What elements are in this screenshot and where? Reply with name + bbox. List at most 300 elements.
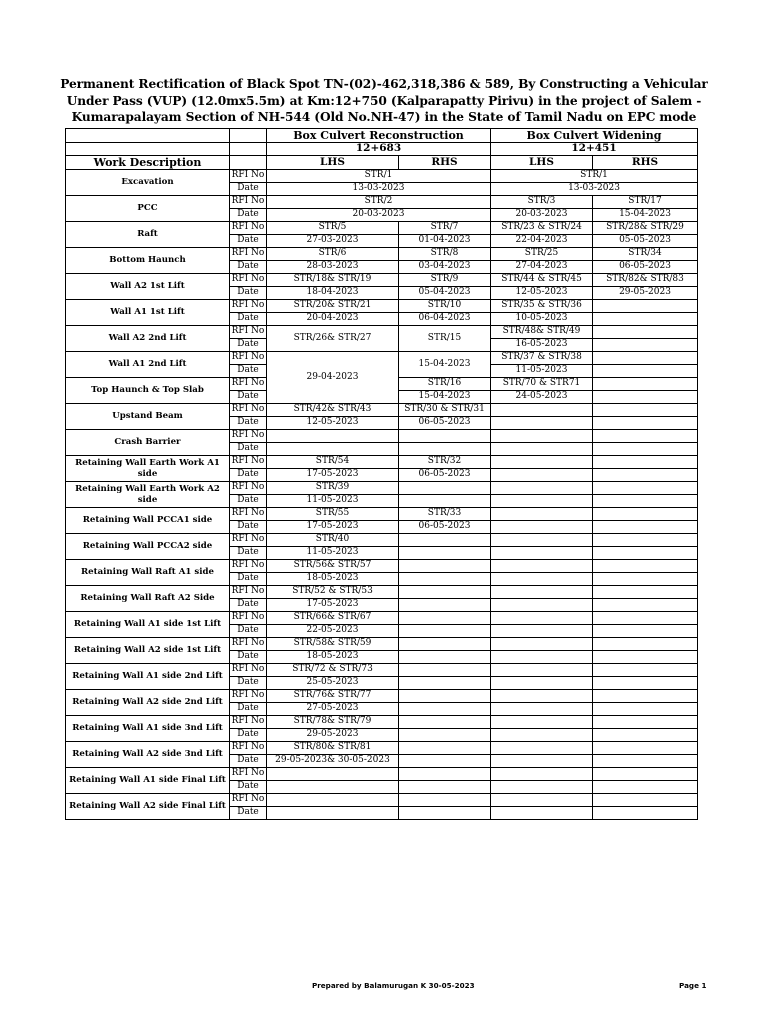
- rfi-value-cell: [593, 625, 698, 638]
- rfi-value-cell: [399, 573, 491, 586]
- rfi-value-cell: [491, 599, 593, 612]
- rfi-label: RFI No: [230, 300, 267, 313]
- rfi-value-cell: [491, 651, 593, 664]
- table-row: [66, 196, 698, 209]
- rfi-value-cell: 27-03-2023: [267, 235, 399, 248]
- rfi-value-cell: [593, 690, 698, 703]
- table-row: [66, 404, 698, 417]
- rfi-label: RFI No: [230, 586, 267, 599]
- rfi-value-cell: 11-05-2023: [267, 547, 399, 560]
- date-label: Date: [230, 547, 267, 560]
- rfi-value-cell: 18-05-2023: [267, 573, 399, 586]
- rfi-value-cell: STR/78& STR/79: [267, 716, 399, 729]
- rfi-value-cell: [593, 534, 698, 547]
- rfi-label: RFI No: [230, 274, 267, 287]
- rfi-value-cell: STR/5: [267, 222, 399, 235]
- rfi-value-cell: [593, 339, 698, 352]
- rfi-value-cell: [491, 560, 593, 573]
- date-label: Date: [230, 703, 267, 716]
- rfi-label: RFI No: [230, 352, 267, 365]
- rfi-value-cell: [399, 716, 491, 729]
- rfi-value-cell: [491, 508, 593, 521]
- header-blank: [66, 129, 230, 143]
- rfi-value-cell: [491, 703, 593, 716]
- rfi-value-cell: STR/48& STR/49: [491, 326, 593, 339]
- rfi-value-cell: [399, 625, 491, 638]
- rfi-value-cell: [593, 586, 698, 599]
- date-label: Date: [230, 183, 267, 196]
- rfi-value-cell: STR/66& STR/67: [267, 612, 399, 625]
- rfi-value-cell: [399, 690, 491, 703]
- work-item-name: Upstand Beam: [66, 404, 230, 430]
- work-item-name: Wall A2 1st Lift: [66, 274, 230, 300]
- rfi-value-cell: STR/32: [399, 456, 491, 469]
- rfi-value-cell: [593, 456, 698, 469]
- date-label: Date: [230, 209, 267, 222]
- rfi-value-cell: [491, 495, 593, 508]
- rfi-value-cell: [593, 794, 698, 807]
- date-label: Date: [230, 469, 267, 482]
- date-label: Date: [230, 781, 267, 794]
- rfi-value-cell: [399, 677, 491, 690]
- rfi-value-cell: STR/16: [399, 378, 491, 391]
- rfi-label: RFI No: [230, 378, 267, 391]
- table-row: [66, 248, 698, 261]
- rfi-value-cell: [399, 768, 491, 781]
- header-blank: [66, 143, 230, 156]
- rfi-status-table: [65, 128, 698, 820]
- rfi-value-cell: [399, 664, 491, 677]
- rfi-value-cell: 17-05-2023: [267, 469, 399, 482]
- table-row: [66, 742, 698, 755]
- rfi-label: RFI No: [230, 638, 267, 651]
- rfi-value-cell: [399, 482, 491, 495]
- rfi-value-cell: 12-05-2023: [491, 287, 593, 300]
- work-item-name: Retaining Wall A2 side 3nd Lift: [66, 742, 230, 768]
- rfi-value-cell: [491, 742, 593, 755]
- rfi-value-cell: [399, 755, 491, 768]
- rfi-value-cell: [593, 612, 698, 625]
- page-number: Page 1: [679, 981, 707, 990]
- header-widen-lhs: LHS: [491, 156, 593, 170]
- rfi-value-cell: STR/80& STR/81: [267, 742, 399, 755]
- rfi-value-cell: STR/82& STR/83: [593, 274, 698, 287]
- date-label: Date: [230, 521, 267, 534]
- header-row-3: [66, 156, 698, 170]
- work-item-name: Retaining Wall A1 side Final Lift: [66, 768, 230, 794]
- rfi-value-cell: [491, 586, 593, 599]
- rfi-value-cell: [267, 794, 399, 807]
- rfi-value-cell: [491, 612, 593, 625]
- header-recon-chainage: 12+683: [267, 143, 491, 156]
- rfi-value-cell: [593, 326, 698, 339]
- rfi-value-cell: 29-04-2023: [267, 352, 399, 404]
- rfi-value-cell: STR/20& STR/21: [267, 300, 399, 313]
- header-box-widening: Box Culvert Widening: [491, 129, 698, 143]
- rfi-value-cell: STR/30 & STR/31: [399, 404, 491, 417]
- rfi-value-cell: [593, 547, 698, 560]
- date-label: Date: [230, 235, 267, 248]
- rfi-label: RFI No: [230, 404, 267, 417]
- rfi-value-cell: [399, 547, 491, 560]
- date-label: Date: [230, 677, 267, 690]
- rfi-value-cell: [491, 664, 593, 677]
- date-label: Date: [230, 729, 267, 742]
- rfi-value-cell: [593, 703, 698, 716]
- rfi-label: RFI No: [230, 768, 267, 781]
- header-recon-rhs: RHS: [399, 156, 491, 170]
- rfi-value-cell: [267, 807, 399, 820]
- rfi-value-cell: 03-04-2023: [399, 261, 491, 274]
- rfi-value-cell: STR/15: [399, 326, 491, 352]
- table-row: [66, 612, 698, 625]
- work-item-name: Retaining Wall A1 side 2nd Lift: [66, 664, 230, 690]
- header-widen-rhs: RHS: [593, 156, 698, 170]
- table-row: [66, 456, 698, 469]
- work-item-name: Retaining Wall A2 side 2nd Lift: [66, 690, 230, 716]
- date-label: Date: [230, 807, 267, 820]
- rfi-value-cell: [491, 521, 593, 534]
- rfi-value-cell: 24-05-2023: [491, 391, 593, 404]
- rfi-value-cell: [491, 781, 593, 794]
- rfi-label: RFI No: [230, 716, 267, 729]
- rfi-value-cell: STR/39: [267, 482, 399, 495]
- rfi-value-cell: [593, 378, 698, 391]
- rfi-value-cell: [593, 677, 698, 690]
- rfi-value-cell: [593, 482, 698, 495]
- rfi-value-cell: STR/72 & STR/73: [267, 664, 399, 677]
- rfi-value-cell: STR/76& STR/77: [267, 690, 399, 703]
- rfi-value-cell: 13-03-2023: [491, 183, 698, 196]
- table-row: [66, 274, 698, 287]
- rfi-value-cell: [399, 703, 491, 716]
- rfi-value-cell: STR/8: [399, 248, 491, 261]
- rfi-value-cell: [593, 755, 698, 768]
- table-row: [66, 430, 698, 443]
- work-item-name: Retaining Wall Earth Work A2 side: [66, 482, 230, 508]
- rfi-value-cell: 18-05-2023: [267, 651, 399, 664]
- table-row: [66, 638, 698, 651]
- date-label: Date: [230, 391, 267, 404]
- rfi-value-cell: [491, 534, 593, 547]
- rfi-value-cell: STR/1: [267, 170, 491, 183]
- rfi-value-cell: [593, 716, 698, 729]
- rfi-value-cell: [491, 625, 593, 638]
- rfi-value-cell: STR/56& STR/57: [267, 560, 399, 573]
- rfi-value-cell: [593, 781, 698, 794]
- rfi-label: RFI No: [230, 794, 267, 807]
- header-blank: [230, 143, 267, 156]
- rfi-value-cell: 06-05-2023: [593, 261, 698, 274]
- work-item-name: Top Haunch & Top Slab: [66, 378, 230, 404]
- rfi-label: RFI No: [230, 430, 267, 443]
- rfi-value-cell: 06-05-2023: [399, 521, 491, 534]
- header-box-reconstruction: Box Culvert Reconstruction: [267, 129, 491, 143]
- rfi-value-cell: [593, 573, 698, 586]
- header-blank: [230, 129, 267, 143]
- rfi-value-cell: [593, 300, 698, 313]
- rfi-value-cell: [593, 651, 698, 664]
- rfi-value-cell: STR/55: [267, 508, 399, 521]
- rfi-value-cell: 15-04-2023: [593, 209, 698, 222]
- rfi-label: RFI No: [230, 612, 267, 625]
- rfi-value-cell: [491, 690, 593, 703]
- date-label: Date: [230, 339, 267, 352]
- rfi-value-cell: [593, 404, 698, 417]
- rfi-value-cell: [593, 417, 698, 430]
- rfi-value-cell: [593, 768, 698, 781]
- rfi-value-cell: [399, 586, 491, 599]
- rfi-value-cell: [491, 417, 593, 430]
- work-item-name: Wall A1 2nd Lift: [66, 352, 230, 378]
- rfi-value-cell: [399, 807, 491, 820]
- rfi-value-cell: [399, 612, 491, 625]
- rfi-value-cell: 27-04-2023: [491, 261, 593, 274]
- rfi-value-cell: STR/70 & STR71: [491, 378, 593, 391]
- date-label: Date: [230, 651, 267, 664]
- rfi-value-cell: 17-05-2023: [267, 599, 399, 612]
- rfi-label: RFI No: [230, 326, 267, 339]
- rfi-value-cell: [491, 547, 593, 560]
- rfi-label: RFI No: [230, 222, 267, 235]
- rfi-value-cell: [593, 469, 698, 482]
- date-label: Date: [230, 573, 267, 586]
- table-row: [66, 222, 698, 235]
- rfi-value-cell: [593, 313, 698, 326]
- rfi-value-cell: STR/18& STR/19: [267, 274, 399, 287]
- date-label: Date: [230, 625, 267, 638]
- rfi-value-cell: [399, 430, 491, 443]
- work-item-name: PCC: [66, 196, 230, 222]
- rfi-value-cell: [491, 677, 593, 690]
- work-item-name: Retaining Wall A2 side Final Lift: [66, 794, 230, 820]
- rfi-value-cell: STR/7: [399, 222, 491, 235]
- rfi-value-cell: 29-05-2023& 30-05-2023: [267, 755, 399, 768]
- rfi-value-cell: [593, 521, 698, 534]
- rfi-value-cell: [593, 430, 698, 443]
- work-item-name: Retaining Wall Raft A1 side: [66, 560, 230, 586]
- rfi-value-cell: [267, 781, 399, 794]
- work-item-name: Retaining Wall PCCA1 side: [66, 508, 230, 534]
- rfi-value-cell: 11-05-2023: [267, 495, 399, 508]
- table-row: [66, 352, 698, 365]
- table-row: [66, 170, 698, 183]
- rfi-value-cell: STR/54: [267, 456, 399, 469]
- rfi-value-cell: 10-05-2023: [491, 313, 593, 326]
- date-label: Date: [230, 599, 267, 612]
- rfi-value-cell: STR/3: [491, 196, 593, 209]
- header-blank: [230, 156, 267, 170]
- rfi-value-cell: 20-03-2023: [491, 209, 593, 222]
- rfi-value-cell: STR/52 & STR/53: [267, 586, 399, 599]
- rfi-value-cell: STR/1: [491, 170, 698, 183]
- rfi-value-cell: 29-05-2023: [593, 287, 698, 300]
- rfi-value-cell: 01-04-2023: [399, 235, 491, 248]
- rfi-value-cell: [399, 534, 491, 547]
- rfi-value-cell: [491, 638, 593, 651]
- rfi-label: RFI No: [230, 196, 267, 209]
- rfi-value-cell: [399, 599, 491, 612]
- table-row: [66, 794, 698, 807]
- table-row: [66, 664, 698, 677]
- rfi-value-cell: STR/26& STR/27: [267, 326, 399, 352]
- rfi-value-cell: STR/44 & STR/45: [491, 274, 593, 287]
- rfi-value-cell: [593, 807, 698, 820]
- rfi-value-cell: 11-05-2023: [491, 365, 593, 378]
- header-row-2: [66, 143, 698, 156]
- rfi-label: RFI No: [230, 508, 267, 521]
- table-row: [66, 300, 698, 313]
- rfi-value-cell: [593, 391, 698, 404]
- table-row: [66, 586, 698, 599]
- rfi-value-cell: [593, 599, 698, 612]
- rfi-value-cell: 27-05-2023: [267, 703, 399, 716]
- rfi-value-cell: 06-05-2023: [399, 417, 491, 430]
- rfi-value-cell: STR/35 & STR/36: [491, 300, 593, 313]
- rfi-value-cell: [399, 729, 491, 742]
- rfi-value-cell: 06-05-2023: [399, 469, 491, 482]
- rfi-value-cell: [399, 651, 491, 664]
- rfi-value-cell: [399, 495, 491, 508]
- work-item-name: Retaining Wall PCCA2 side: [66, 534, 230, 560]
- rfi-value-cell: [267, 430, 399, 443]
- rfi-label: RFI No: [230, 248, 267, 261]
- rfi-value-cell: STR/58& STR/59: [267, 638, 399, 651]
- rfi-value-cell: 15-04-2023: [399, 352, 491, 378]
- rfi-value-cell: [399, 794, 491, 807]
- rfi-value-cell: STR/10: [399, 300, 491, 313]
- rfi-label: RFI No: [230, 534, 267, 547]
- rfi-value-cell: STR/37 & STR/38: [491, 352, 593, 365]
- table-row: [66, 326, 698, 339]
- rfi-value-cell: 06-04-2023: [399, 313, 491, 326]
- rfi-label: RFI No: [230, 690, 267, 703]
- rfi-value-cell: STR/17: [593, 196, 698, 209]
- table-row: [66, 534, 698, 547]
- rfi-value-cell: STR/34: [593, 248, 698, 261]
- date-label: Date: [230, 365, 267, 378]
- rfi-value-cell: STR/6: [267, 248, 399, 261]
- rfi-value-cell: STR/23 & STR/24: [491, 222, 593, 235]
- date-label: Date: [230, 287, 267, 300]
- rfi-value-cell: STR/2: [267, 196, 491, 209]
- rfi-value-cell: [399, 443, 491, 456]
- table-row: [66, 508, 698, 521]
- rfi-value-cell: [491, 443, 593, 456]
- rfi-value-cell: [399, 781, 491, 794]
- work-item-name: Retaining Wall A2 side 1st Lift: [66, 638, 230, 664]
- rfi-value-cell: STR/28& STR/29: [593, 222, 698, 235]
- rfi-value-cell: [491, 716, 593, 729]
- rfi-value-cell: 05-05-2023: [593, 235, 698, 248]
- work-item-name: Excavation: [66, 170, 230, 196]
- rfi-value-cell: 05-04-2023: [399, 287, 491, 300]
- rfi-value-cell: 28-03-2023: [267, 261, 399, 274]
- table-row: [66, 560, 698, 573]
- rfi-value-cell: 15-04-2023: [399, 391, 491, 404]
- rfi-label: RFI No: [230, 560, 267, 573]
- date-label: Date: [230, 495, 267, 508]
- rfi-value-cell: [491, 482, 593, 495]
- rfi-value-cell: [593, 495, 698, 508]
- prepared-by: Prepared by Balamurugan K 30-05-2023: [312, 981, 475, 990]
- table-row: [66, 768, 698, 781]
- header-work-description: Work Description: [66, 156, 230, 170]
- rfi-value-cell: [491, 404, 593, 417]
- rfi-value-cell: 18-04-2023: [267, 287, 399, 300]
- rfi-label: RFI No: [230, 482, 267, 495]
- rfi-value-cell: STR/40: [267, 534, 399, 547]
- rfi-label: RFI No: [230, 170, 267, 183]
- rfi-value-cell: [399, 638, 491, 651]
- date-label: Date: [230, 313, 267, 326]
- rfi-value-cell: 20-03-2023: [267, 209, 491, 222]
- rfi-value-cell: [399, 560, 491, 573]
- rfi-value-cell: [267, 768, 399, 781]
- rfi-value-cell: [491, 794, 593, 807]
- header-recon-lhs: LHS: [267, 156, 399, 170]
- date-label: Date: [230, 755, 267, 768]
- rfi-value-cell: 25-05-2023: [267, 677, 399, 690]
- rfi-value-cell: [593, 365, 698, 378]
- rfi-value-cell: 17-05-2023: [267, 521, 399, 534]
- rfi-value-cell: 20-04-2023: [267, 313, 399, 326]
- rfi-value-cell: 16-05-2023: [491, 339, 593, 352]
- rfi-value-cell: [593, 638, 698, 651]
- work-item-name: Bottom Haunch: [66, 248, 230, 274]
- rfi-value-cell: [491, 430, 593, 443]
- header-widen-chainage: 12+451: [491, 143, 698, 156]
- rfi-value-cell: [267, 443, 399, 456]
- rfi-value-cell: 13-03-2023: [267, 183, 491, 196]
- document-title: Permanent Rectification of Black Spot TN-(02)-462,318,386 & 589, By Constructing a Vehicular Under Pass (VUP) (12.0mx5.5m) at Km:12+750 (Kalparapatty Pirivu) in the project of Salem - Kumarapalayam Section of NH-544 (Old No.NH-47) in the State of Tamil Nadu on EPC mode: [60, 77, 708, 124]
- rfi-value-cell: [593, 729, 698, 742]
- rfi-label: RFI No: [230, 456, 267, 469]
- rfi-label: RFI No: [230, 664, 267, 677]
- rfi-value-cell: [491, 807, 593, 820]
- rfi-value-cell: [593, 443, 698, 456]
- rfi-value-cell: [491, 573, 593, 586]
- rfi-value-cell: [593, 664, 698, 677]
- table-row: [66, 690, 698, 703]
- work-item-name: Wall A1 1st Lift: [66, 300, 230, 326]
- rfi-value-cell: [593, 560, 698, 573]
- rfi-value-cell: STR/33: [399, 508, 491, 521]
- date-label: Date: [230, 443, 267, 456]
- rfi-value-cell: 22-04-2023: [491, 235, 593, 248]
- rfi-value-cell: [491, 469, 593, 482]
- rfi-value-cell: [593, 352, 698, 365]
- work-item-name: Crash Barrier: [66, 430, 230, 456]
- work-item-name: Wall A2 2nd Lift: [66, 326, 230, 352]
- work-item-name: Retaining Wall Raft A2 Side: [66, 586, 230, 612]
- rfi-value-cell: [491, 456, 593, 469]
- date-label: Date: [230, 261, 267, 274]
- work-item-name: Retaining Wall A1 side 1st Lift: [66, 612, 230, 638]
- header-row-1: [66, 129, 698, 143]
- work-item-name: Retaining Wall A1 side 3nd Lift: [66, 716, 230, 742]
- rfi-value-cell: [593, 508, 698, 521]
- rfi-value-cell: [491, 768, 593, 781]
- work-item-name: Raft: [66, 222, 230, 248]
- rfi-value-cell: [491, 755, 593, 768]
- rfi-value-cell: STR/9: [399, 274, 491, 287]
- rfi-value-cell: STR/25: [491, 248, 593, 261]
- rfi-value-cell: [593, 742, 698, 755]
- rfi-value-cell: 12-05-2023: [267, 417, 399, 430]
- rfi-value-cell: 22-05-2023: [267, 625, 399, 638]
- table-row: [66, 482, 698, 495]
